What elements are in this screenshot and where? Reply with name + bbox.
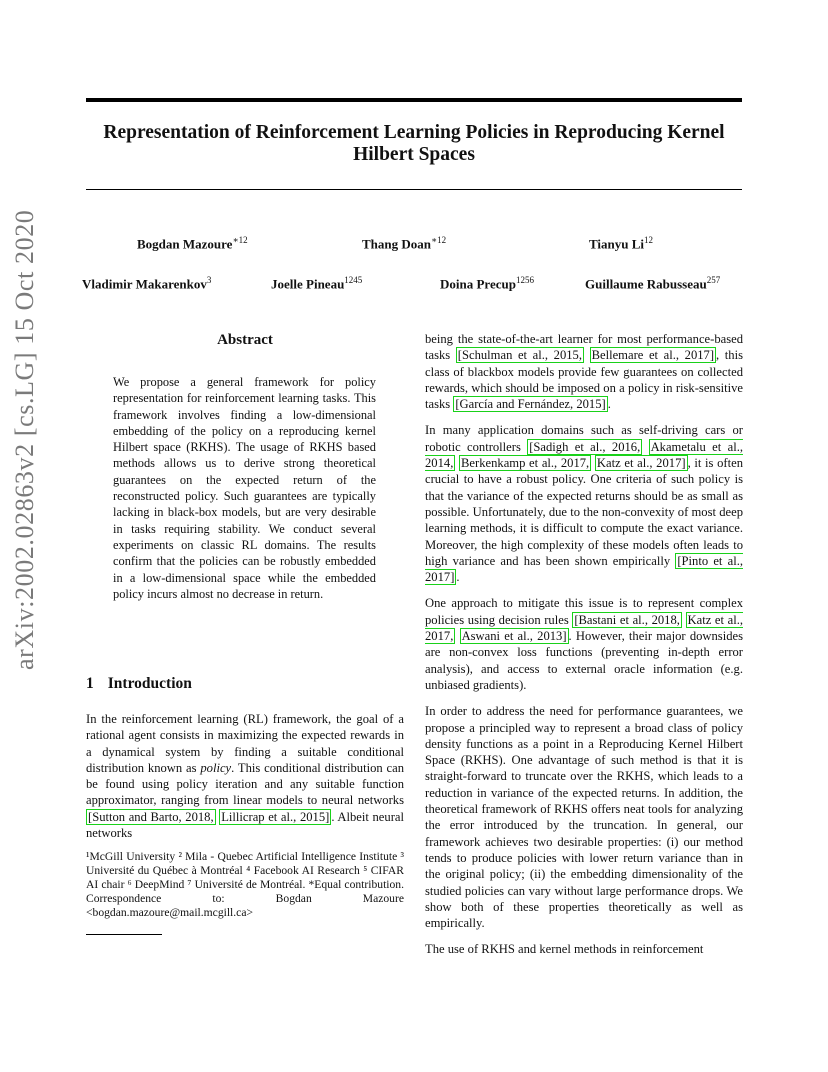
citation-link[interactable]: Bellemare et al., 2017] bbox=[591, 348, 715, 363]
arxiv-identifier: arXiv:2002.02863v2 [cs.LG] 15 Oct 2020 bbox=[10, 209, 39, 670]
paragraph: being the state-of-the-art learner for most performance-based tasks [Schulman et al., 2015, Bellemare et al., 2017] , this class of blackbox models provide few guarantees on collected rewards, which should be imposed on a policy in risk-sensitive tasks [García and Fernández, 2015] . bbox=[425, 332, 743, 412]
footnote-rule bbox=[86, 934, 162, 935]
author: Doina Precup$^{1256}$ bbox=[440, 275, 534, 292]
citation-link[interactable]: Katz et al., 2017] bbox=[596, 456, 686, 471]
abstract-text: We propose a general framework for policy representation for reinforcement learning tasks. This framework involves finding a low-dimensional embedding of the policy on a reproducing kernel Hilbert space (RKHS). The usage of RKHS based methods allows us to derive strong theoretical guarantees on the expected return of the reconstructed policy. Such guarantees are typically lacking in black-box models, but are very desirable in tasks requiring stability. We conduct several experiments on classic RL domains. The results confirm that the policies can be robustly embedded in a low-dimensional space while the embedded policy incurs almost no decrease in return. bbox=[113, 375, 376, 601]
abstract-heading: Abstract bbox=[217, 332, 273, 348]
title-top-rule bbox=[86, 98, 742, 102]
author: Joelle Pineau$^{1245}$ bbox=[271, 275, 363, 292]
author: Vladimir Makarenkov$^3$ bbox=[82, 275, 212, 292]
citation-link[interactable]: [Schulman et al., 2015, bbox=[457, 348, 582, 363]
paragraph: One approach to mitigate this issue is to represent complex policies using decision rules [Bastani et al., 2018, Katz et al., 2017, Aswani et al., 2013] . However, their major downsides are non-convex loss functions (preventing in-depth error analysis), and access to external oracle information (e.g. unbiased gradients). bbox=[425, 596, 743, 692]
citation-link[interactable]: [Pinto et al., 2017] bbox=[425, 553, 744, 585]
paragraph: In order to address the need for performance guarantees, we propose a principled way to represent a broad class of policy density functions as a point in a Reproducing Kernel Hilbert Space (RKHS). One advantage of such method is that it is straight-forward to truncate over the RKHS, which leads to a reduction in variance of the expected returns. In addition, the theoretical framework of RKHS offers neat tools for analyzing the error introduced by the truncation. In general, our framework achieves two desirable properties: (i) our method tends to produce policies with lower return variance than in the original policy; (ii) the embedding dimensionality of the studied policies can vary without large performance drops. We show both of these properties theoretically as well as empirically. bbox=[425, 704, 743, 931]
citation-link[interactable]: [Sadigh et al., 2016, bbox=[529, 439, 641, 454]
citation-link[interactable]: [Bastani et al., 2018, bbox=[574, 612, 680, 627]
section-number: 1 bbox=[86, 675, 94, 692]
paper-title: Representation of Reinforcement Learning Policies in Reproducing Kernel Hilbert Spaces bbox=[103, 122, 725, 165]
citation-link[interactable]: Lillicrap et al., 2015] bbox=[221, 809, 330, 824]
paragraph: In many application domains such as self-driving cars or robotic controllers [Sadigh et al., 2016, Akametalu et al., 2014, Berkenkamp et al., 2017, Katz et al., 2017] , it is often crucial to have a robust policy. One criteria of such policy is that the variance of the expected returns should be as small as possible. Unfortunately, due to the non-convexity of most deep learning methods, it is difficult to compute the exact variance. Moreover, the high complexity of these models often leads to high variance and has been shown empirically [Pinto et al., 2017] . bbox=[425, 423, 744, 585]
citation-link[interactable]: [Sutton and Barto, 2018, bbox=[88, 809, 214, 824]
citation-link[interactable]: Berkenkamp et al., 2017, bbox=[461, 456, 590, 471]
intro-paragraph: In the reinforcement learning (RL) framework, the goal of a rational agent consists in maximizing the expected rewards in a dynamical system by finding a suitable conditional distribution known as policy. This conditional distribution can be found using policy iteration and any suitable function approximator, ranging from linear models to neural networks [Sutton and Barto, 2018, Lillicrap et al., 2015] . Albeit neural networks bbox=[86, 712, 404, 841]
author: Bogdan Mazoure$^{∗12}$ bbox=[137, 235, 248, 252]
citation-link[interactable]: [García and Fernández, 2015] bbox=[455, 397, 606, 412]
affiliations-footnote: ¹McGill University ² Mila - Quebec Artificial Intelligence Institute ³ Université du Québec à Montréal ⁴ Facebook AI Research ⁵ CIFAR AI chair ⁶ DeepMind ⁷ Université de Montréal. *Equal contribution. Correspondence to: Bogdan Mazoure <bogdan.mazoure@mail.mcgill.ca> bbox=[86, 850, 404, 920]
title-bottom-rule bbox=[86, 189, 742, 190]
author: Tianyu Li$^{12}$ bbox=[589, 235, 654, 252]
right-column bbox=[425, 331, 743, 958]
author: Thang Doan$^{∗12}$ bbox=[362, 235, 447, 252]
citation-link[interactable]: Katz et al., 2017, bbox=[425, 612, 743, 644]
paragraph: The use of RKHS and kernel methods in reinforcement bbox=[425, 942, 704, 957]
citation-link[interactable]: Aswani et al., 2013] bbox=[461, 629, 567, 644]
author: Guillaume Rabusseau$^{257}$ bbox=[585, 275, 721, 292]
section-title: Introduction bbox=[107, 675, 192, 692]
section-heading bbox=[86, 675, 192, 693]
citation-link[interactable]: Akametalu et al., 2014, bbox=[425, 439, 743, 471]
